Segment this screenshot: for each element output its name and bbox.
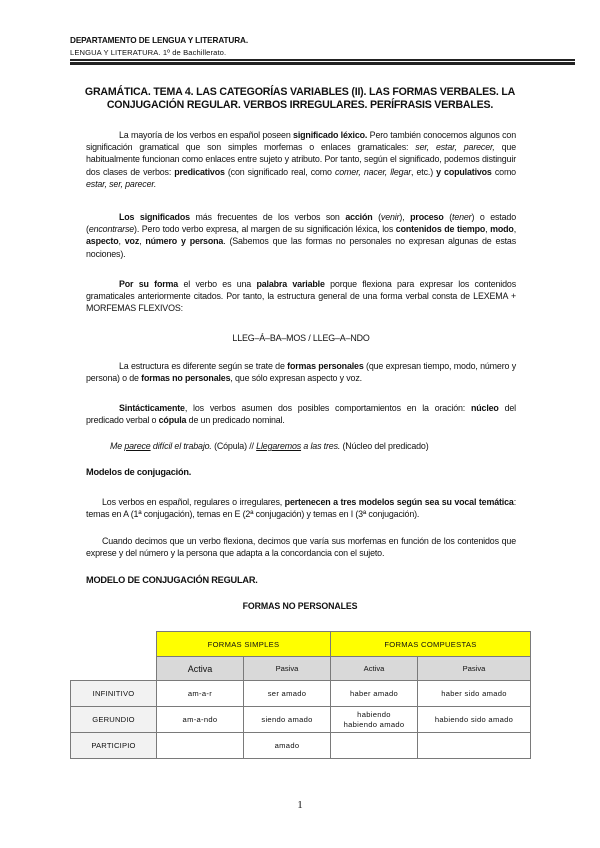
cell: haber sido amado <box>418 681 531 707</box>
paragraph-structure: La estructura es diferente según se trate de formas personales (que expresan tiempo, modo, número y persona) o de formas no personales, que sólo expresan aspecto y voz. <box>86 361 516 384</box>
header-rule-thin <box>70 59 575 61</box>
table-corner <box>71 632 157 657</box>
page-number: 1 <box>297 799 303 811</box>
cell: siendo amado <box>244 707 331 733</box>
cell: am-a-r <box>157 681 244 707</box>
cell: habiendo habiendo amado <box>331 707 418 733</box>
cell: ser amado <box>244 681 331 707</box>
table-row <box>71 681 531 707</box>
col-simple-activa: Activa <box>157 657 244 681</box>
paragraph-lexical-meaning: La mayoría de los verbos en español poseen significado léxico. Pero también conocemos algunos con significación gramatical que son simples morfemas o enlaces gramaticales: ser, estar, parecer, que habitualmente funcionan como enlaces entre sujeto y atributo. Por tanto, según el significado, podemos distinguir dos clases de verbos: predicativos (con significado real, como comer, nacer, llegar, etc.) y copulativos como estar, ser, parecer. <box>86 130 516 189</box>
paragraph-syntax-examples: Me parece difícil el trabajo. (Cópula) // Llegaremos a las tres. (Núcleo del predicado) <box>110 441 429 451</box>
group-compound-forms: FORMAS COMPUESTAS <box>331 632 531 657</box>
paragraph-form: Por su forma el verbo es una palabra variable porque flexiona para expresar los contenidos gramaticales anteriormente citados. Por tanto, la estructura general de una forma verbal consta de LEXEMA + MORFEMAS FLEXIVOS: <box>86 279 516 314</box>
col-compound-activa: Activa <box>331 657 418 681</box>
table-corner-2 <box>71 657 157 681</box>
paragraph-flexion: Cuando decimos que un verbo flexiona, decimos que varía sus morfemas en función de los contenidos que exprese y del número y la persona que adapta a la concordancia con el sujeto. <box>86 536 516 559</box>
col-simple-pasiva: Pasiva <box>244 657 331 681</box>
col-compound-pasiva: Pasiva <box>418 657 531 681</box>
section-regular-model: MODELO DE CONJUGACIÓN REGULAR. <box>86 575 258 585</box>
cell: haber amado <box>331 681 418 707</box>
cell <box>331 733 418 759</box>
cell: amado <box>244 733 331 759</box>
cell: habiendo sido amado <box>418 707 531 733</box>
paragraph-thematic-vowel: Los verbos en español, regulares o irregulares, pertenecen a tres modelos según sea su vocal temática: temas en A (1ª conjugación), temas en E (2ª conjugación) y temas en I (3ª conjugación). <box>86 497 517 520</box>
example-morphemes: LLEG–Á–BA–MOS / LLEG–A–NDO <box>232 333 370 343</box>
document-title: GRAMÁTICA. TEMA 4. LAS CATEGORÍAS VARIABLES (II). LAS FORMAS VERBALES. LA CONJUGACIÓN REGULAR. VERBOS IRREGULARES. PERÍFRASIS VERBALES. <box>84 86 516 111</box>
paragraph-meanings: Los significados más frecuentes de los verbos son acción (venir), proceso (tener) o estado (encontrarse). Pero todo verbo expresa, al margen de su significación léxica, los contenidos de tiempo, modo, aspecto, voz, número y persona. (Sabemos que las formas no personales no expresan algunas de estas nociones). <box>86 212 517 259</box>
table-row <box>71 733 531 759</box>
cell <box>418 733 531 759</box>
header-department: DEPARTAMENTO DE LENGUA Y LITERATURA. <box>70 36 249 45</box>
cell <box>157 733 244 759</box>
table-title: FORMAS NO PERSONALES <box>242 601 358 611</box>
row-label-participio: PARTICIPIO <box>71 733 157 759</box>
row-label-gerundio: GERUNDIO <box>71 707 157 733</box>
section-conjugation-models: Modelos de conjugación. <box>86 467 192 477</box>
group-simple-forms: FORMAS SIMPLES <box>157 632 331 657</box>
paragraph-syntax: Sintácticamente, los verbos asumen dos posibles comportamientos en la oración: núcleo del predicado verbal o cópula de un predicado nominal. <box>86 403 516 426</box>
table-row <box>71 707 531 733</box>
conjugation-table <box>70 631 531 759</box>
header-course: LENGUA Y LITERATURA. 1º de Bachillerato. <box>70 48 227 57</box>
header-rule-thick <box>70 62 575 65</box>
cell: am-a-ndo <box>157 707 244 733</box>
row-label-infinitivo: INFINITIVO <box>71 681 157 707</box>
